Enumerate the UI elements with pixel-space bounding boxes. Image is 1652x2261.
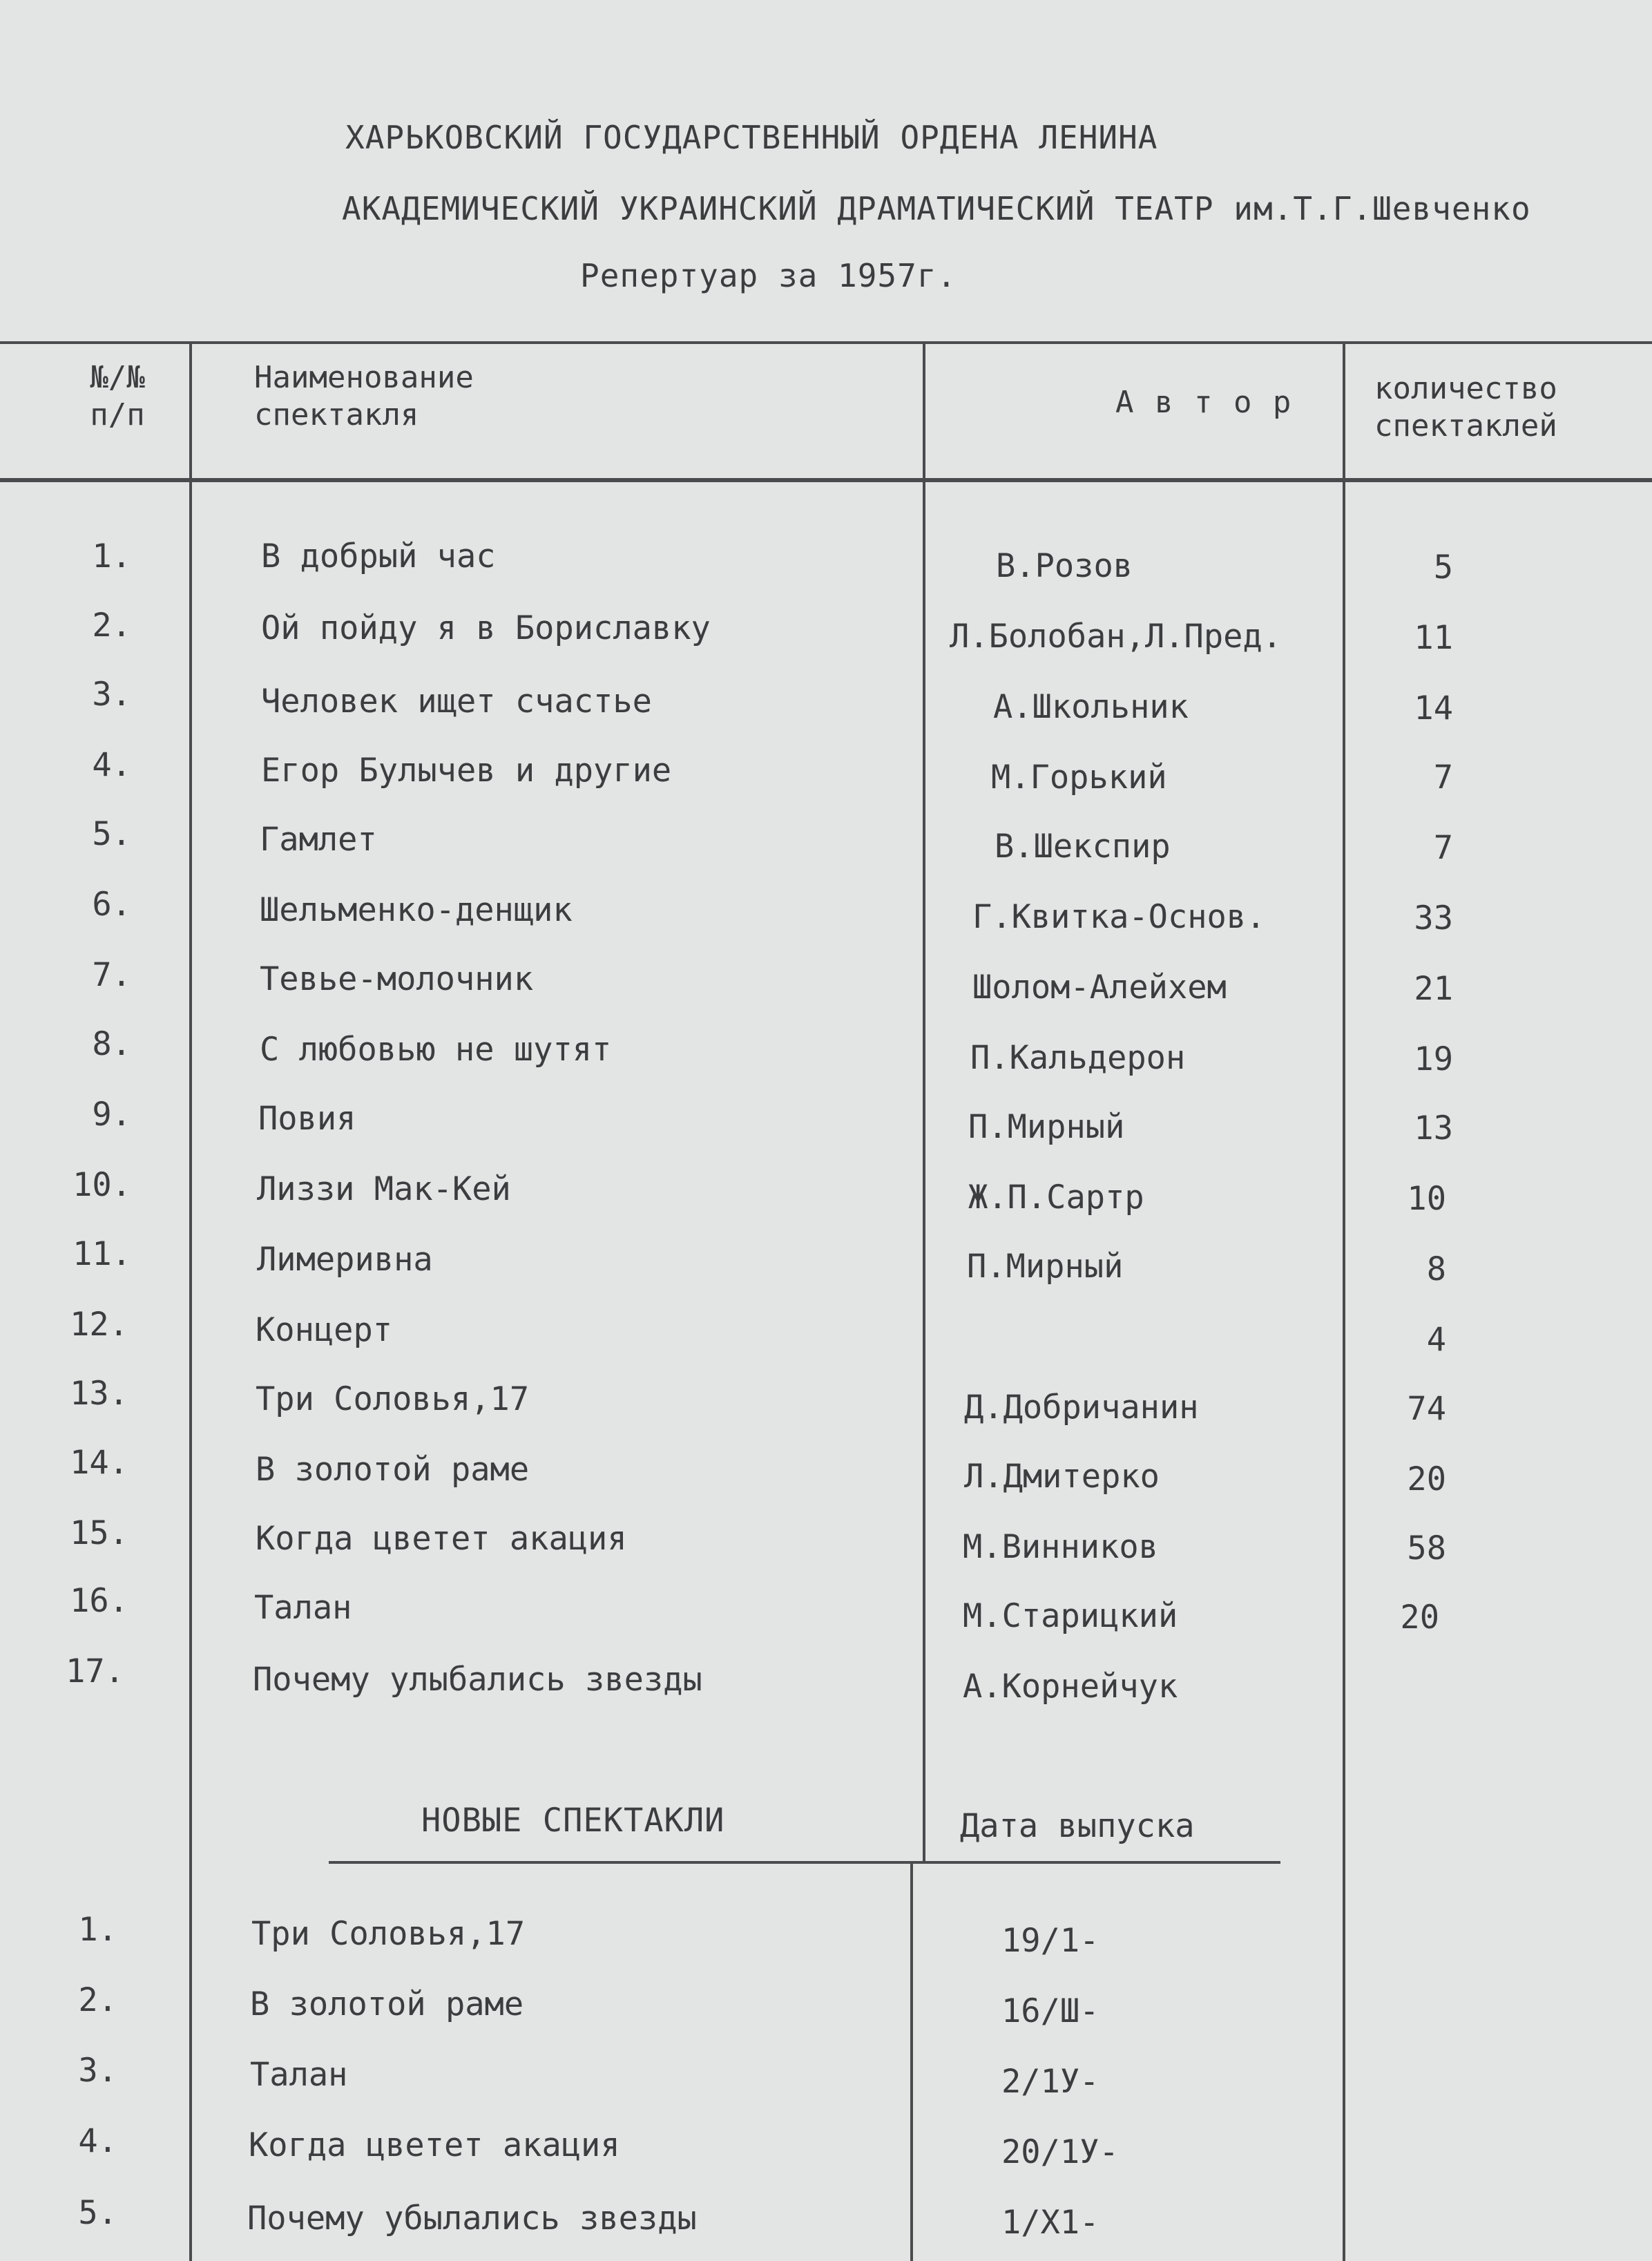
row-number: 15. bbox=[70, 1514, 128, 1552]
row-title: Талан bbox=[254, 1589, 352, 1627]
header-line-2: АКАДЕМИЧЕСКИЙ УКРАИНСКИЙ ДРАМАТИЧЕСКИЙ ТЕАТР им.Т.Г.Шевченко bbox=[342, 190, 1531, 227]
new-row-date: 20/1У- bbox=[1001, 2133, 1119, 2171]
column-header-count: количество спектаклей bbox=[1374, 371, 1557, 443]
row-title: Повия bbox=[258, 1100, 356, 1138]
row-number: 3. bbox=[92, 676, 131, 714]
table-header-rule bbox=[0, 478, 1652, 482]
new-row-date: 1/Х1- bbox=[1001, 2204, 1099, 2242]
row-author: Ж.П.Сартр bbox=[968, 1179, 1144, 1217]
column-header-author: А в т о р bbox=[1115, 385, 1293, 420]
row-count: 7 bbox=[1433, 829, 1453, 867]
row-number: 12. bbox=[70, 1306, 128, 1344]
row-author: М.Старицкий bbox=[963, 1597, 1178, 1635]
row-title: В золотой раме bbox=[256, 1451, 530, 1489]
row-title: С любовью не шутят bbox=[260, 1031, 612, 1069]
new-section-rule bbox=[329, 1861, 1280, 1864]
row-number: 4. bbox=[92, 746, 131, 784]
row-number: 9. bbox=[92, 1096, 131, 1134]
column-divider-2 bbox=[923, 341, 925, 1861]
column-header-num: №/№ п/п bbox=[90, 360, 145, 432]
row-author: П.Кальдерон bbox=[970, 1039, 1186, 1077]
row-author: М.Горький bbox=[991, 759, 1167, 796]
row-author: М.Винников bbox=[963, 1528, 1158, 1566]
row-title: Когда цветет акация bbox=[256, 1520, 627, 1558]
new-row-number: 1. bbox=[78, 1911, 117, 1949]
row-count: 74 bbox=[1407, 1390, 1446, 1428]
new-section-divider bbox=[910, 1861, 913, 2261]
new-row-number: 3. bbox=[78, 2052, 117, 2090]
date-heading: Дата выпуска bbox=[960, 1807, 1195, 1845]
row-title: Три Соловья,17 bbox=[256, 1380, 530, 1418]
row-title: Шельменко-денщик bbox=[260, 891, 573, 929]
row-count: 13 bbox=[1414, 1109, 1453, 1147]
row-number: 6. bbox=[92, 886, 131, 924]
column-header-title: Наименование спектакля bbox=[254, 360, 474, 432]
row-count: 8 bbox=[1426, 1250, 1446, 1288]
row-number: 17. bbox=[66, 1652, 124, 1690]
row-count: 14 bbox=[1414, 689, 1453, 727]
column-divider-1 bbox=[189, 341, 192, 2261]
row-title: Почему улыбались звезды bbox=[253, 1661, 702, 1699]
row-title: Лиззи Мак-Кей bbox=[257, 1170, 511, 1208]
row-count: 33 bbox=[1414, 899, 1453, 937]
row-count: 20 bbox=[1407, 1460, 1446, 1498]
row-title: Тевье-молочник bbox=[260, 960, 534, 998]
new-row-title: Три Соловья,17 bbox=[251, 1915, 526, 1953]
row-count: 4 bbox=[1426, 1321, 1446, 1359]
row-title: Ой пойду я в Бориславку bbox=[261, 609, 711, 647]
row-author: Шолом-Алейхем bbox=[972, 969, 1227, 1007]
row-author: Л.Дмитерко bbox=[964, 1458, 1160, 1496]
row-number: 1. bbox=[92, 537, 131, 575]
header-line-1: ХАРЬКОВСКИЙ ГОСУДАРСТВЕННЫЙ ОРДЕНА ЛЕНИНА bbox=[345, 119, 1158, 156]
new-row-date: 16/Ш- bbox=[1001, 1992, 1099, 2030]
row-number: 2. bbox=[92, 607, 131, 645]
row-title: Гамлет bbox=[260, 821, 377, 859]
row-number: 13. bbox=[70, 1375, 128, 1413]
row-title: В добрый час bbox=[261, 537, 496, 575]
header-line-3: Репертуар за 1957г. bbox=[580, 257, 957, 294]
row-author: П.Мирный bbox=[968, 1108, 1125, 1146]
new-row-number: 5. bbox=[78, 2194, 117, 2232]
row-author: А.Школьник bbox=[993, 688, 1189, 726]
row-author: А.Корнейчук bbox=[963, 1668, 1178, 1706]
row-number: 16. bbox=[70, 1582, 128, 1620]
row-count: 10 bbox=[1407, 1180, 1446, 1218]
new-row-date: 2/1У- bbox=[1001, 2063, 1099, 2101]
new-row-number: 2. bbox=[78, 1981, 117, 2019]
new-section-heading: НОВЫЕ СПЕКТАКЛИ bbox=[421, 1802, 725, 1840]
row-number: 11. bbox=[73, 1235, 131, 1273]
row-author: В.Розов bbox=[996, 547, 1133, 585]
row-author: Д.Добричанин bbox=[964, 1389, 1199, 1427]
new-row-title: Почему убылались звезды bbox=[247, 2200, 697, 2238]
row-number: 7. bbox=[92, 956, 131, 994]
row-author: Л.Болобан,Л.Пред. bbox=[950, 618, 1283, 656]
row-count: 11 bbox=[1414, 619, 1453, 657]
new-row-number: 4. bbox=[78, 2122, 117, 2160]
row-title: Человек ищет счастье bbox=[261, 683, 652, 721]
row-number: 10. bbox=[73, 1166, 131, 1204]
table-top-rule bbox=[0, 341, 1652, 344]
row-count: 7 bbox=[1433, 759, 1453, 796]
row-title: Егор Булычев и другие bbox=[261, 752, 672, 790]
row-count: 19 bbox=[1414, 1040, 1453, 1078]
row-author: В.Шекспир bbox=[995, 828, 1171, 866]
row-number: 5. bbox=[92, 815, 131, 853]
row-count: 58 bbox=[1407, 1529, 1446, 1567]
row-count: 21 bbox=[1414, 970, 1453, 1008]
new-row-date: 19/1- bbox=[1001, 1922, 1099, 1960]
row-title: Концерт bbox=[256, 1311, 393, 1349]
new-row-title: В золотой раме bbox=[250, 1985, 524, 2023]
column-divider-3 bbox=[1343, 341, 1345, 2261]
row-count: 20 bbox=[1400, 1599, 1439, 1637]
row-author: П.Мирный bbox=[967, 1248, 1124, 1286]
row-title: Лимеривна bbox=[257, 1241, 433, 1279]
row-count: 5 bbox=[1433, 548, 1453, 586]
row-number: 8. bbox=[92, 1025, 131, 1063]
row-number: 14. bbox=[70, 1444, 128, 1482]
new-row-title: Когда цветет акация bbox=[249, 2126, 620, 2164]
new-row-title: Талан bbox=[250, 2056, 348, 2094]
row-author: Г.Квитка-Основ. bbox=[972, 898, 1266, 936]
